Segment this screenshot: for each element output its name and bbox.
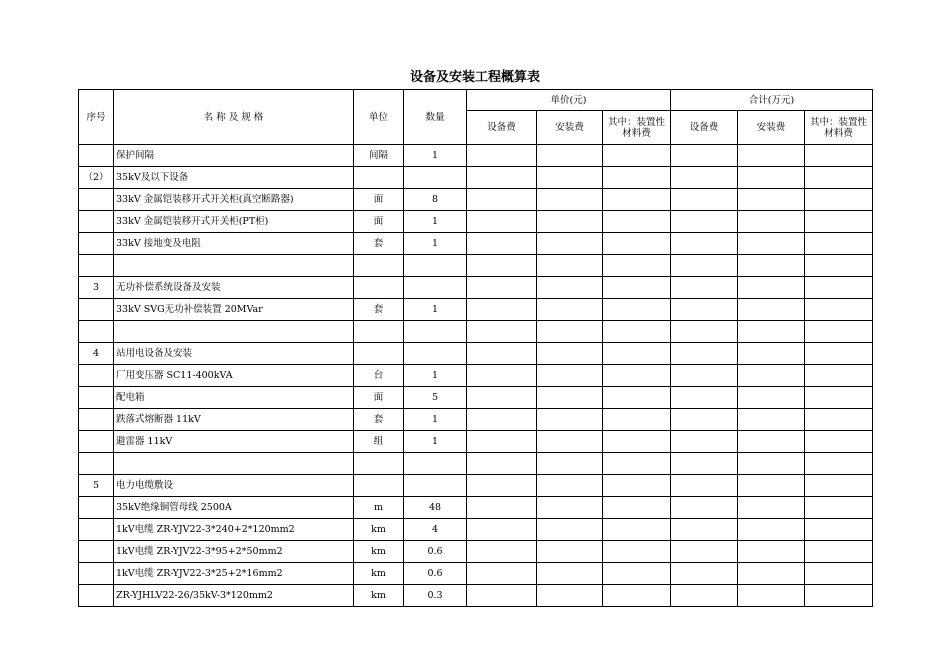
row-amount-cell xyxy=(671,211,738,233)
row-amount-cell xyxy=(671,255,738,277)
row-amount-cell xyxy=(467,211,537,233)
row-amount-cell xyxy=(805,189,873,211)
row-qty: 1 xyxy=(404,409,467,431)
row-amount-cell xyxy=(467,453,537,475)
row-unit: 面 xyxy=(354,211,404,233)
row-name: 35kV绝缘铜管母线 2500A xyxy=(114,497,354,519)
header-unit-equip-fee: 设备费 xyxy=(467,111,537,145)
row-amount-cell xyxy=(805,541,873,563)
row-amount-cell xyxy=(537,299,603,321)
row-name: 站用电设备及安装 xyxy=(114,343,354,365)
row-unit: 套 xyxy=(354,233,404,255)
row-qty xyxy=(404,321,467,343)
row-amount-cell xyxy=(467,585,537,607)
row-amount-cell xyxy=(671,585,738,607)
row-amount-cell xyxy=(467,189,537,211)
row-amount-cell xyxy=(467,233,537,255)
row-amount-cell xyxy=(537,189,603,211)
row-seq xyxy=(79,563,114,585)
table-row xyxy=(79,365,873,387)
row-seq: （2） xyxy=(79,167,114,189)
row-amount-cell xyxy=(805,299,873,321)
row-qty: 1 xyxy=(404,299,467,321)
header-total-install-fee: 安装费 xyxy=(738,111,805,145)
row-amount-cell xyxy=(603,563,671,585)
row-unit: 套 xyxy=(354,409,404,431)
row-amount-cell xyxy=(467,541,537,563)
row-amount-cell xyxy=(805,233,873,255)
row-qty: 0.6 xyxy=(404,541,467,563)
row-name xyxy=(114,321,354,343)
row-amount-cell xyxy=(467,387,537,409)
row-seq xyxy=(79,519,114,541)
row-amount-cell xyxy=(467,321,537,343)
row-amount-cell xyxy=(805,453,873,475)
table-row xyxy=(79,519,873,541)
row-qty: 48 xyxy=(404,497,467,519)
row-amount-cell xyxy=(467,431,537,453)
row-amount-cell xyxy=(805,563,873,585)
row-amount-cell xyxy=(603,409,671,431)
row-amount-cell xyxy=(537,365,603,387)
row-amount-cell xyxy=(805,343,873,365)
header-unit-install-fee: 安装费 xyxy=(537,111,603,145)
row-amount-cell xyxy=(671,475,738,497)
row-name: 配电箱 xyxy=(114,387,354,409)
row-amount-cell xyxy=(671,321,738,343)
row-seq xyxy=(79,255,114,277)
row-amount-cell xyxy=(603,387,671,409)
row-amount-cell xyxy=(805,497,873,519)
row-amount-cell xyxy=(671,343,738,365)
row-name: 33kV SVG无功补偿装置 20MVar xyxy=(114,299,354,321)
row-name: 1kV电缆 ZR-YJV22-3*25+2*16mm2 xyxy=(114,563,354,585)
row-seq: 3 xyxy=(79,277,114,299)
row-name: 避雷器 11kV xyxy=(114,431,354,453)
row-seq xyxy=(79,431,114,453)
row-amount-cell xyxy=(537,519,603,541)
row-unit xyxy=(354,343,404,365)
row-amount-cell xyxy=(603,255,671,277)
row-amount-cell xyxy=(805,585,873,607)
row-seq xyxy=(79,453,114,475)
row-amount-cell xyxy=(738,321,805,343)
row-unit: 套 xyxy=(354,299,404,321)
row-amount-cell xyxy=(738,211,805,233)
row-amount-cell xyxy=(671,189,738,211)
row-amount-cell xyxy=(537,255,603,277)
row-amount-cell xyxy=(603,475,671,497)
row-amount-cell xyxy=(738,387,805,409)
header-total-equip-fee: 设备费 xyxy=(671,111,738,145)
table-row xyxy=(79,321,873,343)
row-qty xyxy=(404,343,467,365)
table-row xyxy=(79,475,873,497)
row-amount-cell xyxy=(537,497,603,519)
row-amount-cell xyxy=(738,365,805,387)
row-qty: 1 xyxy=(404,431,467,453)
row-amount-cell xyxy=(537,431,603,453)
row-amount-cell xyxy=(537,343,603,365)
row-name: ZR-YJHLV22-26/35kV-3*120mm2 xyxy=(114,585,354,607)
row-amount-cell xyxy=(603,189,671,211)
row-amount-cell xyxy=(603,541,671,563)
row-amount-cell xyxy=(603,167,671,189)
row-name xyxy=(114,255,354,277)
row-amount-cell xyxy=(671,299,738,321)
row-amount-cell xyxy=(805,145,873,167)
row-amount-cell xyxy=(805,519,873,541)
row-seq xyxy=(79,299,114,321)
row-seq xyxy=(79,321,114,343)
row-name: 电力电缆敷设 xyxy=(114,475,354,497)
row-qty xyxy=(404,255,467,277)
row-seq xyxy=(79,497,114,519)
row-amount-cell xyxy=(738,277,805,299)
row-seq: 4 xyxy=(79,343,114,365)
table-body xyxy=(79,145,873,607)
row-unit: 面 xyxy=(354,189,404,211)
row-name: 保护间隔 xyxy=(114,145,354,167)
table-row xyxy=(79,145,873,167)
row-amount-cell xyxy=(738,233,805,255)
row-qty: 1 xyxy=(404,211,467,233)
row-amount-cell xyxy=(671,387,738,409)
row-amount-cell xyxy=(603,277,671,299)
row-amount-cell xyxy=(467,365,537,387)
row-seq xyxy=(79,211,114,233)
row-amount-cell xyxy=(738,453,805,475)
row-amount-cell xyxy=(467,255,537,277)
row-qty: 4 xyxy=(404,519,467,541)
row-amount-cell xyxy=(805,167,873,189)
row-unit xyxy=(354,475,404,497)
row-qty xyxy=(404,475,467,497)
table-row xyxy=(79,563,873,585)
table-row xyxy=(79,387,873,409)
row-amount-cell xyxy=(738,475,805,497)
row-unit: km xyxy=(354,519,404,541)
row-amount-cell xyxy=(603,453,671,475)
row-amount-cell xyxy=(671,431,738,453)
row-amount-cell xyxy=(537,541,603,563)
row-unit xyxy=(354,255,404,277)
row-amount-cell xyxy=(738,497,805,519)
row-amount-cell xyxy=(603,211,671,233)
table-row xyxy=(79,233,873,255)
row-amount-cell xyxy=(603,145,671,167)
row-amount-cell xyxy=(738,409,805,431)
table-row xyxy=(79,189,873,211)
row-amount-cell xyxy=(805,255,873,277)
row-amount-cell xyxy=(467,343,537,365)
header-unit-price: 单价(元) xyxy=(467,90,671,111)
row-name: 无功补偿系统设备及安装 xyxy=(114,277,354,299)
row-amount-cell xyxy=(805,277,873,299)
row-qty: 1 xyxy=(404,233,467,255)
row-name: 33kV 接地变及电阻 xyxy=(114,233,354,255)
row-name: 厂用变压器 SC11-400kVA xyxy=(114,365,354,387)
row-amount-cell xyxy=(603,343,671,365)
row-unit xyxy=(354,277,404,299)
row-unit: km xyxy=(354,563,404,585)
row-amount-cell xyxy=(671,497,738,519)
row-amount-cell xyxy=(805,409,873,431)
row-amount-cell xyxy=(671,409,738,431)
row-amount-cell xyxy=(467,277,537,299)
row-amount-cell xyxy=(537,475,603,497)
row-unit: km xyxy=(354,541,404,563)
row-seq: 5 xyxy=(79,475,114,497)
row-qty: 1 xyxy=(404,145,467,167)
row-amount-cell xyxy=(738,585,805,607)
row-amount-cell xyxy=(738,343,805,365)
row-name: 1kV电缆 ZR-YJV22-3*95+2*50mm2 xyxy=(114,541,354,563)
row-name: 跌落式熔断器 11kV xyxy=(114,409,354,431)
table-row xyxy=(79,453,873,475)
row-amount-cell xyxy=(537,233,603,255)
row-amount-cell xyxy=(467,167,537,189)
row-seq xyxy=(79,189,114,211)
row-amount-cell xyxy=(603,321,671,343)
row-seq xyxy=(79,585,114,607)
row-amount-cell xyxy=(467,475,537,497)
row-amount-cell xyxy=(738,167,805,189)
row-name xyxy=(114,453,354,475)
row-seq xyxy=(79,541,114,563)
row-qty: 8 xyxy=(404,189,467,211)
row-amount-cell xyxy=(738,431,805,453)
row-amount-cell xyxy=(805,387,873,409)
row-amount-cell xyxy=(805,321,873,343)
header-total-material-fee: 其中：装置性材料费 xyxy=(805,111,873,145)
row-amount-cell xyxy=(603,585,671,607)
row-amount-cell xyxy=(603,519,671,541)
row-seq xyxy=(79,365,114,387)
row-amount-cell xyxy=(738,519,805,541)
row-qty xyxy=(404,277,467,299)
table-row xyxy=(79,255,873,277)
estimate-table xyxy=(78,89,873,607)
row-amount-cell xyxy=(467,299,537,321)
row-qty: 5 xyxy=(404,387,467,409)
row-amount-cell xyxy=(467,409,537,431)
row-amount-cell xyxy=(603,431,671,453)
row-amount-cell xyxy=(537,167,603,189)
header-unit-material-fee: 其中：装置性材料费 xyxy=(603,111,671,145)
row-amount-cell xyxy=(537,387,603,409)
row-amount-cell xyxy=(738,255,805,277)
row-name: 33kV 金属铠装移开式开关柜(真空断路器) xyxy=(114,189,354,211)
header-name: 名 称 及 规 格 xyxy=(114,90,354,145)
table-row xyxy=(79,497,873,519)
row-unit: 组 xyxy=(354,431,404,453)
row-seq xyxy=(79,409,114,431)
header-seq: 序号 xyxy=(79,90,114,145)
row-amount-cell xyxy=(537,585,603,607)
row-qty xyxy=(404,167,467,189)
row-unit xyxy=(354,167,404,189)
row-amount-cell xyxy=(603,365,671,387)
row-amount-cell xyxy=(671,365,738,387)
table-row xyxy=(79,343,873,365)
row-unit xyxy=(354,453,404,475)
table-row xyxy=(79,409,873,431)
row-amount-cell xyxy=(537,321,603,343)
row-amount-cell xyxy=(603,233,671,255)
table-row xyxy=(79,299,873,321)
row-amount-cell xyxy=(671,453,738,475)
row-amount-cell xyxy=(738,541,805,563)
row-seq xyxy=(79,387,114,409)
row-amount-cell xyxy=(537,563,603,585)
row-amount-cell xyxy=(537,211,603,233)
header-total: 合计(万元) xyxy=(671,90,873,111)
row-amount-cell xyxy=(805,365,873,387)
row-seq xyxy=(79,145,114,167)
page-title: 设备及安装工程概算表 xyxy=(409,70,540,85)
row-amount-cell xyxy=(467,563,537,585)
table-row xyxy=(79,585,873,607)
row-amount-cell xyxy=(671,563,738,585)
row-amount-cell xyxy=(738,299,805,321)
row-qty xyxy=(404,453,467,475)
row-amount-cell xyxy=(671,145,738,167)
table-row xyxy=(79,211,873,233)
header-qty: 数量 xyxy=(404,90,467,145)
row-amount-cell xyxy=(738,563,805,585)
header-unit: 单位 xyxy=(354,90,404,145)
row-amount-cell xyxy=(805,211,873,233)
row-amount-cell xyxy=(671,519,738,541)
row-amount-cell xyxy=(537,453,603,475)
row-name: 1kV电缆 ZR-YJV22-3*240+2*120mm2 xyxy=(114,519,354,541)
row-name: 35kV及以下设备 xyxy=(114,167,354,189)
row-amount-cell xyxy=(671,233,738,255)
row-unit: 台 xyxy=(354,365,404,387)
row-amount-cell xyxy=(537,277,603,299)
table-row xyxy=(79,167,873,189)
row-qty: 1 xyxy=(404,365,467,387)
row-qty: 0.6 xyxy=(404,563,467,585)
row-amount-cell xyxy=(603,299,671,321)
row-qty: 0.3 xyxy=(404,585,467,607)
row-amount-cell xyxy=(805,431,873,453)
row-amount-cell xyxy=(467,519,537,541)
row-amount-cell xyxy=(738,189,805,211)
row-amount-cell xyxy=(467,145,537,167)
row-amount-cell xyxy=(671,167,738,189)
row-amount-cell xyxy=(671,277,738,299)
row-amount-cell xyxy=(467,497,537,519)
table-row xyxy=(79,431,873,453)
row-amount-cell xyxy=(671,541,738,563)
row-amount-cell xyxy=(603,497,671,519)
row-amount-cell xyxy=(537,145,603,167)
row-unit: 间隔 xyxy=(354,145,404,167)
table-row xyxy=(79,541,873,563)
row-seq xyxy=(79,233,114,255)
row-unit xyxy=(354,321,404,343)
row-unit: 面 xyxy=(354,387,404,409)
table-row xyxy=(79,277,873,299)
row-unit: km xyxy=(354,585,404,607)
row-unit: m xyxy=(354,497,404,519)
row-amount-cell xyxy=(805,475,873,497)
row-name: 33kV 金属铠装移开式开关柜(PT柜) xyxy=(114,211,354,233)
row-amount-cell xyxy=(738,145,805,167)
row-amount-cell xyxy=(537,409,603,431)
